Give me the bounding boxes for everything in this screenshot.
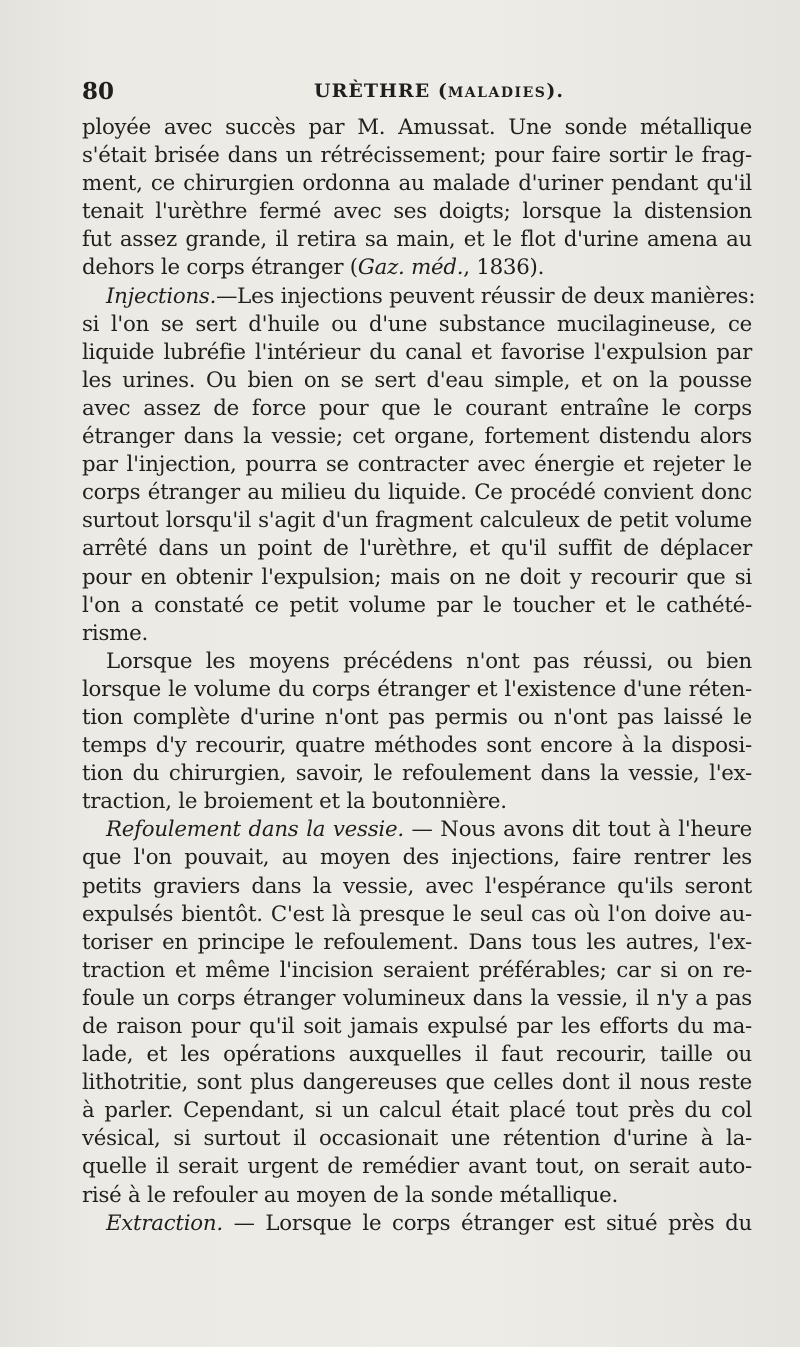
text-line: Lorsque les moyens précédens n'ont pas réussi, ou bien — [106, 648, 752, 674]
text-line: petits graviers dans la vessie, avec l'espérance qu'ils seront — [82, 873, 752, 899]
text-line: s'était brisée dans un rétrécissement; pour faire sortir le frag- — [82, 143, 752, 169]
text-line: fut assez grande, il retira sa main, et le flot d'urine amena au — [82, 227, 752, 253]
text-line: tion du chirurgien, savoir, le refoulement dans la vessie, l'ex- — [82, 761, 752, 787]
text-line: lorsque le volume du corps étranger et l'existence d'une réten- — [82, 676, 752, 702]
text-line: tenait l'urèthre fermé avec ses doigts; lorsque la distension — [82, 199, 752, 225]
text-line: temps d'y recourir, quatre méthodes sont encore à la disposi- — [82, 733, 752, 759]
text-line: dehors le corps étranger (Gaz. méd., 1836). — [82, 255, 545, 281]
text-line: étranger dans la vessie; cet organe, fortement distendu alors — [82, 424, 752, 450]
text-line: que l'on pouvait, au moyen des injections, faire rentrer les — [82, 845, 752, 871]
body-text — [82, 114, 756, 1238]
text-line: risé à le refouler au moyen de la sonde métallique. — [82, 1182, 619, 1208]
text-line: vésical, si surtout il occasionait une rétention d'urine à la- — [82, 1126, 752, 1152]
text-line: lithotritie, sont plus dangereuses que celles dont il nous reste — [82, 1070, 752, 1096]
text-line: lade, et les opérations auxquelles il faut recourir, taille ou — [82, 1042, 752, 1068]
text-line: de raison pour qu'il soit jamais expulsé par les efforts du ma- — [82, 1014, 752, 1039]
text-line: risme. — [82, 620, 148, 646]
running-head — [82, 78, 752, 108]
text-line: toriser en principe le refoulement. Dans tous les autres, l'ex- — [82, 929, 752, 955]
italic-term: Extraction. — [106, 1210, 223, 1236]
text-line: liquide lubréfie l'intérieur du canal et favorise l'expulsion par — [82, 339, 752, 365]
text-line: Extraction. — Lorsque le corps étranger est situé près du — [106, 1210, 752, 1236]
text-line: Refoulement dans la vessie. — Nous avons dit tout à l'heure — [106, 817, 752, 843]
text-line: avec assez de force pour que le courant entraîne le corps — [82, 395, 752, 421]
running-title: URÈTHRE (MALADIES). — [314, 80, 564, 102]
italic-term: Gaz. méd. — [357, 255, 464, 281]
text-line: corps étranger au milieu du liquide. Ce procédé convient donc — [82, 480, 752, 506]
text-line: traction, le broiement et la boutonnière. — [82, 789, 507, 815]
text-line: si l'on se sert d'huile ou d'une substance mucilagineuse, ce — [82, 311, 752, 337]
text-line: foule un corps étranger volumineux dans la vessie, il n'y a pas — [82, 985, 752, 1011]
text-line: quelle il serait urgent de remédier avant tout, on serait auto- — [82, 1154, 752, 1180]
text-line: par l'injection, pourra se contracter avec énergie et rejeter le — [82, 452, 752, 478]
page-number: 80 — [82, 78, 115, 105]
text-line: surtout lorsqu'il s'agit d'un fragment calculeux de petit volume — [82, 508, 752, 534]
italic-term: Refoulement dans la vessie. — [106, 817, 404, 843]
text-line: expulsés bientôt. C'est là presque le seul cas où l'on doive au- — [82, 901, 752, 927]
text-line: l'on a constaté ce petit volume par le toucher et le cathété- — [82, 592, 752, 618]
text-line: tion complète d'urine n'ont pas permis ou n'ont pas laissé le — [82, 704, 752, 730]
text-line: ment, ce chirurgien ordonna au malade d'uriner pendant qu'il — [82, 171, 752, 197]
text-line: traction et même l'incision seraient préférables; car si on re- — [82, 957, 752, 983]
italic-term: Injections. — [106, 283, 217, 309]
text-line: à parler. Cependant, si un calcul était placé tout près du col — [82, 1098, 752, 1124]
text-line: ployée avec succès par M. Amussat. Une sonde métallique — [82, 115, 752, 140]
text-line: pour en obtenir l'expulsion; mais on ne doit y recourir que si — [82, 564, 752, 590]
text-line: les urines. Ou bien on se sert d'eau simple, et on la pousse — [82, 367, 752, 393]
text-line: Injections.—Les injections peuvent réussir de deux manières: — [106, 283, 756, 309]
text-line: arrêté dans un point de l'urèthre, et qu'il suffit de déplacer — [82, 536, 752, 562]
